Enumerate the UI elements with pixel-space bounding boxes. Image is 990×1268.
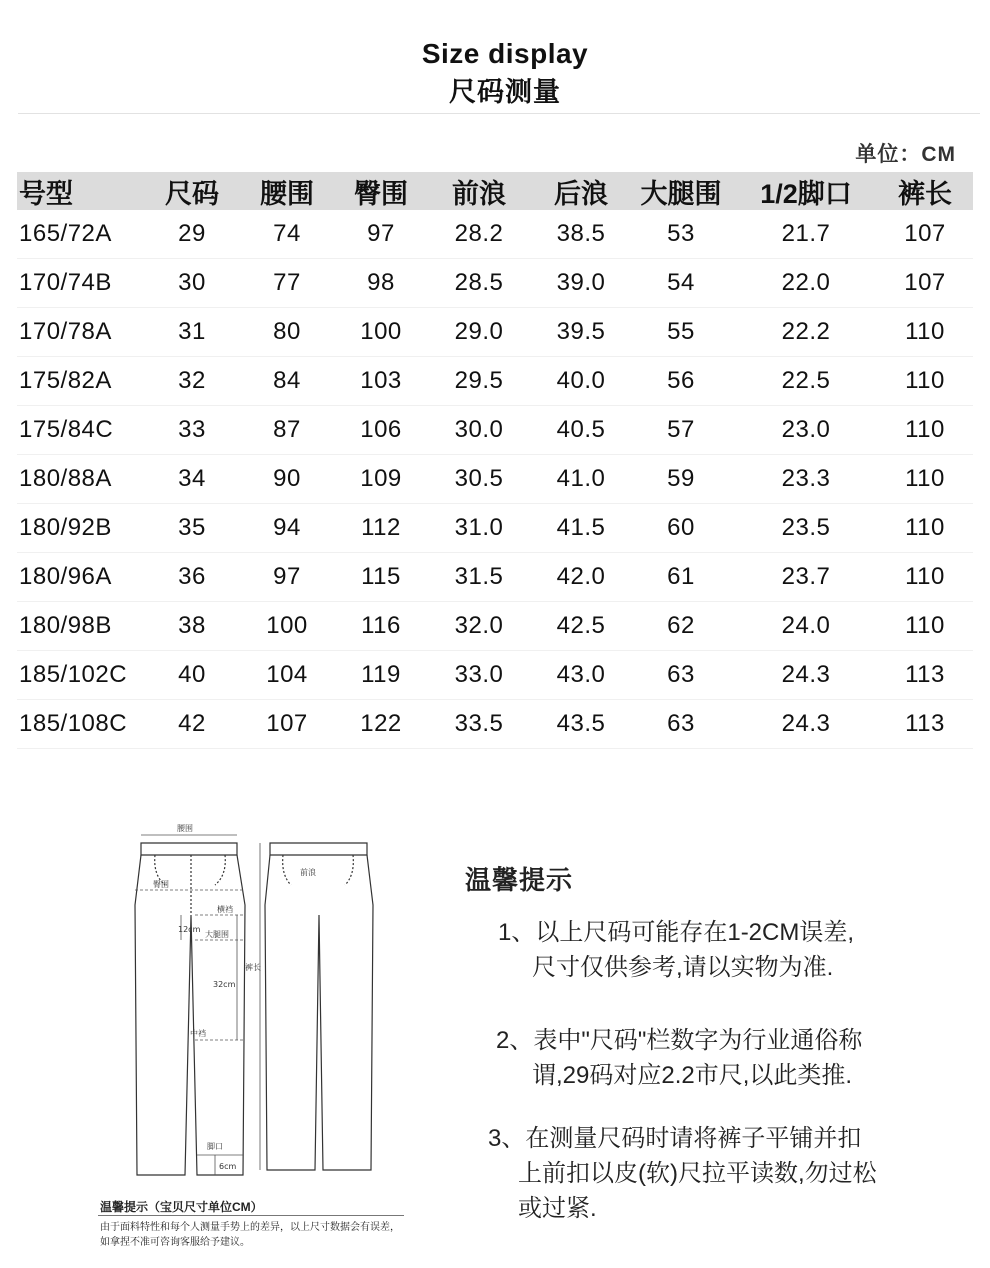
table-cell: 43.0	[556, 661, 606, 688]
table-cell: 59	[667, 465, 695, 492]
tip-item-3	[488, 1121, 877, 1226]
table-cell: 100	[360, 318, 402, 345]
table-cell: 97	[273, 563, 301, 590]
table-cell: 33	[178, 416, 206, 443]
header-cell: 1/2脚口	[760, 178, 852, 209]
table-cell: 31.5	[454, 563, 504, 590]
table-cell: 112	[361, 514, 401, 541]
table-cell: 33.5	[454, 710, 504, 737]
table-cell: 175/82A	[19, 367, 112, 394]
table-header	[17, 172, 973, 210]
table-cell: 30	[178, 269, 206, 296]
cm6-label: 6cm	[219, 1162, 237, 1171]
table-cell: 87	[273, 416, 301, 443]
table-cell: 56	[667, 367, 695, 394]
pants-diagram	[95, 815, 415, 1200]
table-cell: 30.0	[454, 416, 504, 443]
table-row	[17, 602, 973, 651]
table-cell: 110	[905, 416, 945, 443]
table-cell: 180/92B	[19, 514, 112, 541]
table-cell: 119	[361, 661, 401, 688]
hip-label: 臀围	[153, 880, 169, 889]
waist-label: 腰围	[177, 824, 193, 833]
table-row	[17, 357, 973, 406]
thigh-label: 大腿围	[205, 930, 229, 939]
table-cell: 22.5	[781, 367, 831, 394]
table-cell: 33.0	[454, 661, 504, 688]
table-cell: 122	[360, 710, 402, 737]
table-cell: 98	[367, 269, 395, 296]
table-row	[17, 406, 973, 455]
table-cell: 107	[266, 710, 308, 737]
table-cell: 40.0	[556, 367, 606, 394]
table-cell: 107	[904, 269, 946, 296]
table-cell: 74	[273, 220, 301, 247]
table-row	[17, 455, 973, 504]
table-cell: 29.5	[454, 367, 504, 394]
table-body	[17, 210, 973, 749]
table-cell: 24.3	[781, 661, 831, 688]
table-cell: 23.7	[781, 563, 831, 590]
header-cell: 号型	[19, 178, 73, 209]
table-cell: 28.2	[454, 220, 504, 247]
table-cell: 29	[178, 220, 206, 247]
front-view-pants	[135, 843, 245, 1175]
table-cell: 60	[667, 514, 695, 541]
table-cell: 38.5	[556, 220, 606, 247]
header-cell: 裤长	[898, 178, 952, 209]
table-row	[17, 308, 973, 357]
header-cell: 尺码	[165, 178, 219, 209]
table-cell: 165/72A	[19, 220, 112, 247]
table-cell: 90	[273, 465, 301, 492]
length-label: 裤长	[245, 963, 261, 972]
size-table	[17, 172, 973, 749]
front-rise-label: 前浪	[300, 868, 316, 877]
tip-3-line-3: 或过紧.	[518, 1195, 597, 1222]
table-cell: 31.0	[454, 514, 504, 541]
hem-label: 脚口	[207, 1142, 223, 1151]
tip-2-line-2: 谓,29码对应2.2市尺,以此类推.	[532, 1062, 853, 1089]
diagram-note-title: 温馨提示（宝贝尺寸单位CM）	[100, 1200, 263, 1214]
table-cell: 22.0	[781, 269, 831, 296]
page-title-en: Size display	[421, 38, 589, 69]
table-cell: 28.5	[454, 269, 504, 296]
table-cell: 38	[178, 612, 206, 639]
table-cell: 110	[905, 514, 945, 541]
table-row	[17, 504, 973, 553]
back-waistband	[270, 843, 367, 855]
table-cell: 63	[667, 710, 695, 737]
table-cell: 39.0	[556, 269, 606, 296]
table-row	[17, 210, 973, 259]
table-cell: 63	[667, 661, 695, 688]
table-cell: 32	[178, 367, 206, 394]
front-outline	[135, 855, 245, 1175]
table-cell: 54	[667, 269, 695, 296]
table-cell: 107	[904, 220, 946, 247]
diagram-note-body: 由于面料特性和每个人测量手势上的差异，以上尺寸数据会有误差，如拿捏不准可咨询客服给予建议。	[100, 1222, 400, 1248]
back-pockets	[283, 855, 354, 885]
table-cell: 110	[905, 318, 945, 345]
table-cell: 110	[905, 465, 945, 492]
table-cell: 106	[360, 416, 402, 443]
table-cell: 24.0	[781, 612, 831, 639]
table-cell: 110	[905, 367, 945, 394]
tip-3-line-1: 3、在测量尺码时请将裤子平铺并扣	[488, 1125, 862, 1152]
table-cell: 39.5	[556, 318, 606, 345]
table-cell: 36	[178, 563, 206, 590]
table-cell: 116	[361, 612, 401, 639]
table-cell: 113	[905, 710, 945, 737]
table-cell: 31	[178, 318, 206, 345]
table-cell: 180/88A	[19, 465, 112, 492]
table-cell: 180/98B	[19, 612, 112, 639]
cm32-label: 32cm	[213, 980, 236, 989]
table-cell: 40.5	[556, 416, 606, 443]
table-cell: 62	[667, 612, 695, 639]
title-divider	[18, 113, 980, 114]
header-cell: 后浪	[554, 178, 608, 209]
diagram-labels	[153, 824, 316, 1171]
table-cell: 22.2	[781, 318, 831, 345]
table-cell: 53	[667, 220, 695, 247]
cm12-label: 12cm	[178, 925, 201, 934]
table-cell: 113	[905, 661, 945, 688]
table-cell: 24.3	[781, 710, 831, 737]
diagram-note-divider	[98, 1215, 404, 1216]
table-cell: 185/102C	[19, 661, 128, 688]
tip-2-line-1: 2、表中"尺码"栏数字为行业通俗称	[496, 1027, 863, 1054]
table-cell: 103	[360, 367, 402, 394]
unit-label: 单位：CM	[855, 143, 956, 166]
table-cell: 41.0	[556, 465, 606, 492]
header-cell: 臀围	[354, 178, 408, 209]
table-cell: 97	[367, 220, 395, 247]
table-row	[17, 259, 973, 308]
front-waistband	[141, 843, 237, 855]
table-cell: 84	[273, 367, 301, 394]
tip-item-1	[498, 915, 854, 985]
tip-1-line-2: 尺寸仅供参考,请以实物为准.	[532, 954, 834, 981]
tip-1-line-1: 1、以上尺码可能存在1-2CM误差,	[498, 919, 855, 946]
table-cell: 41.5	[556, 514, 606, 541]
table-cell: 42	[178, 710, 206, 737]
table-cell: 23.5	[781, 514, 831, 541]
table-row	[17, 700, 973, 749]
tip-3-line-2: 上前扣以皮(软)尺拉平读数,勿过松	[518, 1160, 877, 1187]
table-cell: 94	[273, 514, 301, 541]
table-cell: 57	[667, 416, 695, 443]
tip-item-2	[496, 1023, 862, 1093]
header-cell: 前浪	[452, 178, 506, 209]
header-cell: 大腿围	[640, 178, 722, 209]
table-cell: 21.7	[781, 220, 831, 247]
table-cell: 175/84C	[19, 416, 114, 443]
tips-title: 温馨提示	[465, 865, 574, 895]
table-cell: 180/96A	[19, 563, 112, 590]
table-cell: 43.5	[556, 710, 606, 737]
back-outline	[265, 855, 373, 1170]
table-cell: 23.3	[781, 465, 831, 492]
table-cell: 109	[360, 465, 402, 492]
table-cell: 55	[667, 318, 695, 345]
table-cell: 110	[905, 563, 945, 590]
table-row	[17, 651, 973, 700]
table-cell: 170/78A	[19, 318, 112, 345]
table-cell: 32.0	[454, 612, 504, 639]
table-row	[17, 553, 973, 602]
page-title-zh: 尺码测量	[449, 77, 561, 107]
table-cell: 34	[178, 465, 206, 492]
header-cell: 腰围	[260, 178, 314, 209]
back-view-pants	[265, 843, 373, 1170]
table-cell: 40	[178, 661, 206, 688]
table-cell: 23.0	[781, 416, 831, 443]
knee-label: 中裆	[190, 1029, 206, 1038]
table-cell: 42.0	[556, 563, 606, 590]
table-cell: 42.5	[556, 612, 606, 639]
table-cell: 29.0	[454, 318, 504, 345]
table-cell: 35	[178, 514, 206, 541]
table-cell: 104	[266, 661, 308, 688]
table-cell: 185/108C	[19, 710, 128, 737]
crotch-label: 横裆	[217, 905, 233, 914]
table-cell: 61	[667, 563, 695, 590]
table-cell: 30.5	[454, 465, 504, 492]
table-cell: 100	[266, 612, 308, 639]
table-cell: 80	[273, 318, 301, 345]
table-cell: 110	[905, 612, 945, 639]
table-cell: 77	[273, 269, 301, 296]
table-cell: 170/74B	[19, 269, 112, 296]
table-cell: 115	[361, 563, 401, 590]
